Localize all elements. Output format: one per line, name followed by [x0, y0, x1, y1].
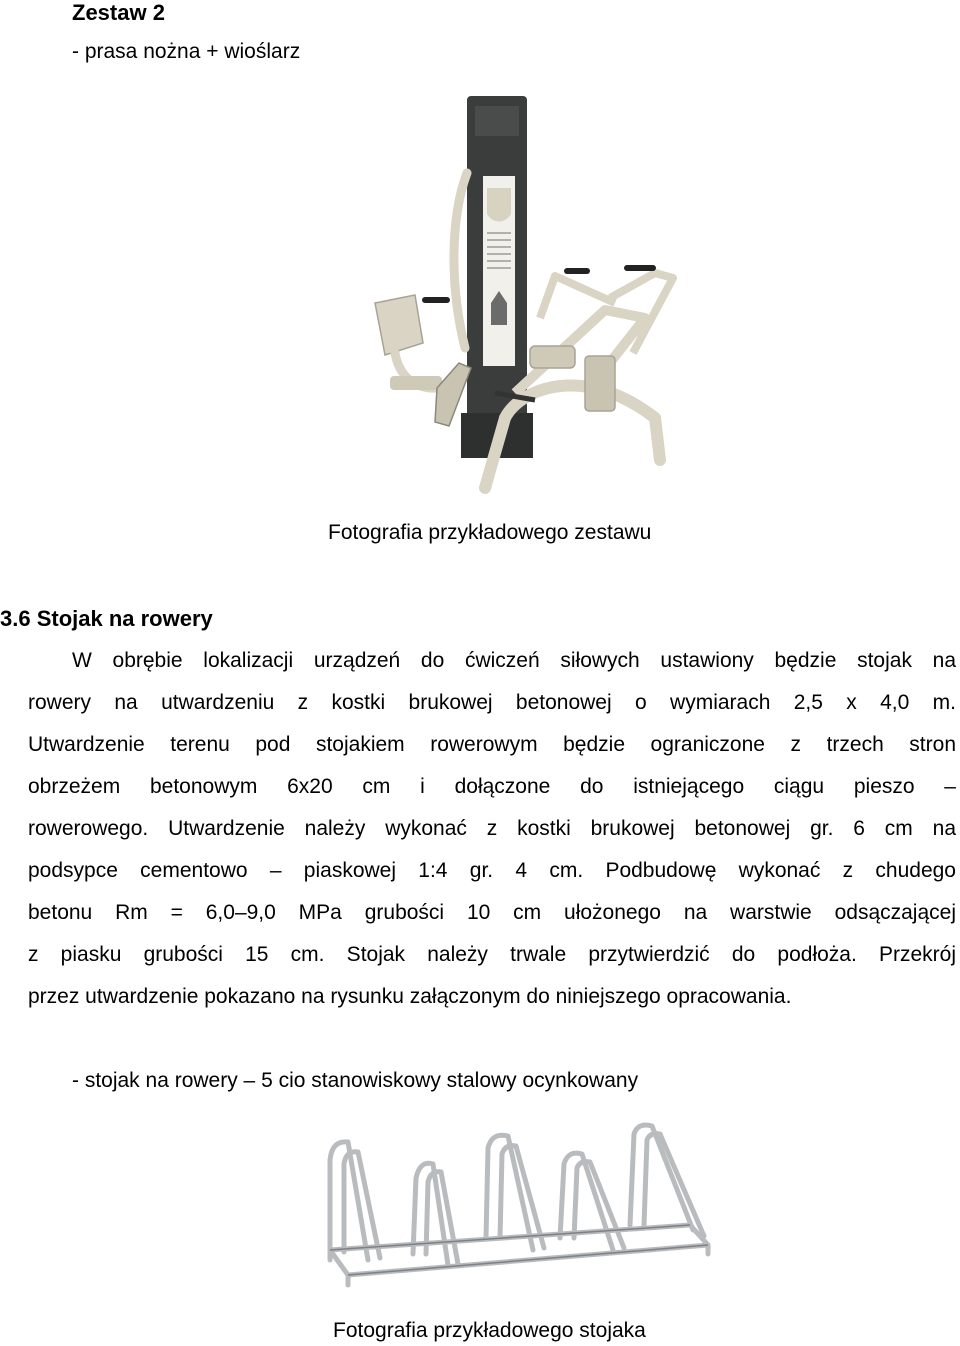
fitness-machine-photo [355, 88, 685, 498]
paragraph-line: W obrębie lokalizacji urządzeń do ćwiczeń siłowych ustawiony będzie stojak na [72, 649, 956, 672]
paragraph-line: betonu Rm = 6,0–9,0 MPa grubości 10 cm ułożonego na warstwie odsączającej [28, 901, 956, 924]
paragraph-line: przez utwardzenie pokazano na rysunku załączonym do niniejszego opracowania. [28, 985, 792, 1008]
section-title-zestaw: Zestaw 2 [72, 0, 165, 25]
photo-caption-stojak: Fotografia przykładowego stojaka [333, 1319, 646, 1342]
paragraph-line: z piasku grubości 15 cm. Stojak należy trwale przytwierdzić do podłoża. Przekrój [28, 943, 956, 966]
bike-rack-photo [318, 1120, 718, 1295]
equipment-item: - prasa nożna + wioślarz [72, 40, 301, 63]
bike-rack-item: - stojak na rowery – 5 cio stanowiskowy stalowy ocynkowany [72, 1069, 639, 1092]
paragraph-line: Utwardzenie terenu pod stojakiem rowerowym będzie ograniczone z trzech stron [28, 733, 956, 756]
paragraph-line: podsypce cementowo – piaskowej 1:4 gr. 4 cm. Podbudowę wykonać z chudego [28, 859, 956, 882]
paragraph-line: rowery na utwardzeniu z kostki brukowej betonowej o wymiarach 2,5 x 4,0 m. [28, 691, 956, 714]
paragraph-line: rowerowego. Utwardzenie należy wykonać z kostki brukowej betonowej gr. 6 cm na [28, 817, 956, 840]
paragraph-line: obrzeżem betonowym 6x20 cm i dołączone do istniejącego ciągu pieszo – [28, 775, 956, 798]
description-paragraph [28, 640, 956, 1018]
photo-caption-zestaw: Fotografia przykładowego zestawu [328, 521, 652, 544]
section-title-stojak: 3.6 Stojak na rowery [0, 606, 213, 631]
